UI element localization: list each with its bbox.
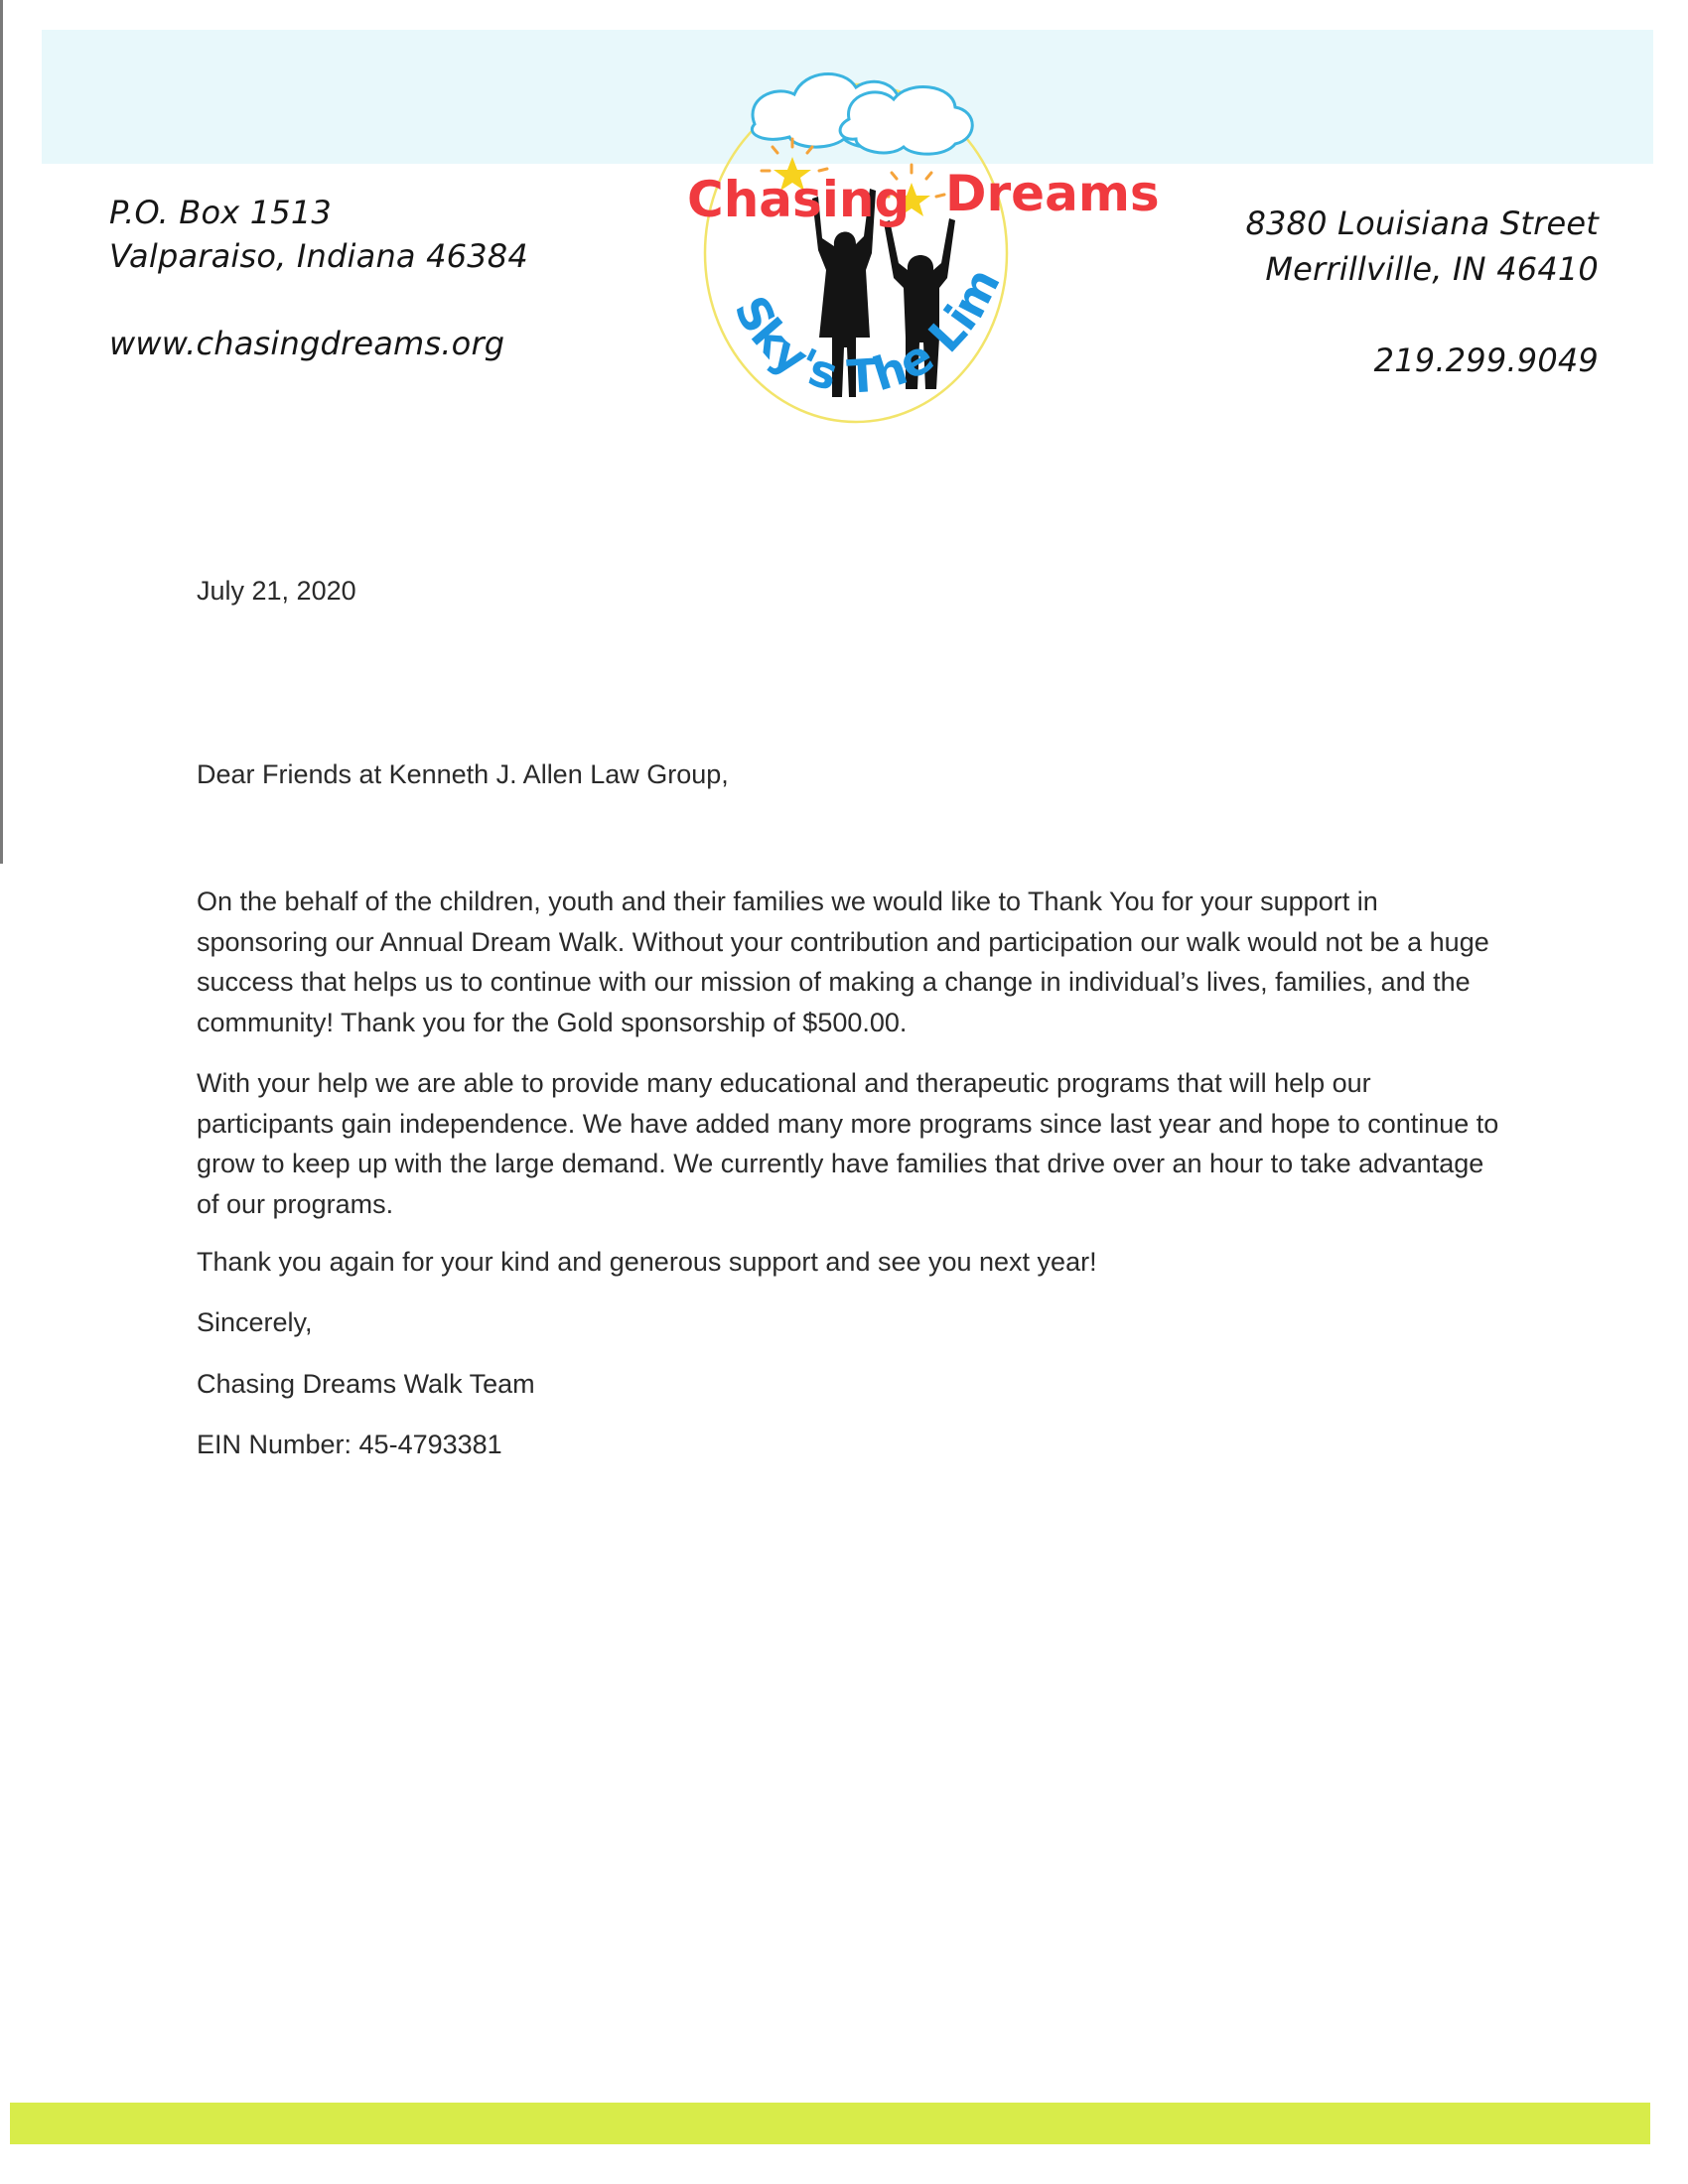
scan-edge-line (0, 0, 3, 864)
website-link[interactable]: www.chasingdreams.org (109, 325, 505, 362)
city-state-zip-left: Valparaiso, Indiana 46384 (109, 237, 528, 275)
body-paragraph-2: With your help we are able to provide many educational and therapeutic programs that will help our participants gain independence. We have added many more programs since last year and hope to continue to grow to keep up with the large demand. We currently have families that drive over an hour to take advantage of our programs. (197, 1068, 1499, 1219)
ein-number: EIN Number: 45-4793381 (197, 1430, 502, 1459)
signature: Chasing Dreams Walk Team (197, 1369, 535, 1399)
right-address-block (1245, 201, 1599, 383)
salutation: Dear Friends at Kenneth J. Allen Law Group, (197, 759, 729, 789)
logo-word-dreams: Dreams (945, 165, 1160, 222)
street-address: 8380 Louisiana Street (1245, 205, 1599, 242)
thanks-line: Thank you again for your kind and generous support and see you next year! (197, 1247, 1097, 1277)
children-reaching-stars-icon (585, 0, 1160, 457)
letter-date: July 21, 2020 (197, 576, 356, 606)
chasing-dreams-logo (585, 0, 1160, 457)
logo-tagline-text: Sky's The Limit (585, 0, 1011, 404)
phone-number: 219.299.9049 (1373, 341, 1599, 379)
body-paragraph-1: On the behalf of the children, youth and their families we would like to Thank You for your support in sponsoring our Annual Dream Walk. Without your contribution and participation our walk would not be a huge success that helps us to continue with our mission of making a change in individual’s lives, families, and the community! Thank you for the Gold sponsorship of $500.00. (197, 887, 1489, 1037)
footer-band (10, 2103, 1650, 2144)
logo-word-chasing: Chasing (687, 171, 911, 228)
city-state-zip-right: Merrillville, IN 46410 (1265, 250, 1599, 288)
cloud-icon (752, 73, 972, 154)
po-box: P.O. Box 1513 (109, 194, 332, 231)
left-address-block (109, 191, 528, 365)
closing: Sincerely, (197, 1307, 313, 1337)
